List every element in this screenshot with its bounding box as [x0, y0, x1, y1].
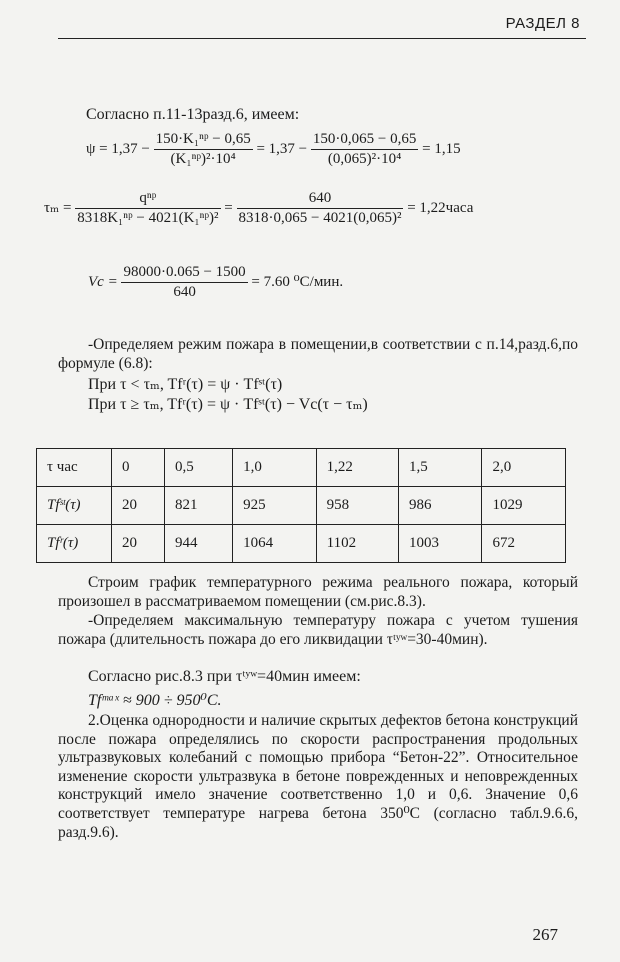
section-title: РАЗДЕЛ 8 — [505, 15, 580, 32]
paragraph-max-temperature: -Определяем максимальную температуру пожара с учетом тушения пожара (длительность пожара до его ликвидации τᵗʸʷ=30-40мин). — [58, 612, 578, 648]
psi-fraction-2 — [311, 131, 418, 168]
intro-text: Согласно п.11-13разд.6, имеем: — [86, 106, 300, 123]
page-number: 267 — [532, 925, 558, 944]
table-cell: 20 — [112, 487, 165, 525]
vc-denominator: 640 — [173, 284, 196, 300]
paragraph-concrete-assessment: 2.Оценка однородности и наличие скрытых дефектов бетона конструкций после пожара определялись по скорости распространения продольных ультразвуковых колебаний с помощью прибора “Бетон-22”. Относительное изменение скорости ультразвука в бетоне поврежденных и неповрежденных конструкций имело значение соответственно 1,0 и 0,6. Значение 0,6 соответствует температуре нагрева бетона 350⁰С (согласно табл.9.6.6, разд.9.6). — [58, 712, 578, 841]
table-cell: 821 — [164, 487, 232, 525]
psi-result: = 1,15 — [422, 140, 461, 157]
table-cell: 0,5 — [164, 449, 232, 487]
tau-frac1-denominator: 8318K₁ⁿᵖ − 4021(K₁ⁿᵖ)² — [77, 210, 219, 226]
table-cell: 1102 — [316, 525, 398, 563]
table-row — [37, 525, 566, 563]
condition-2: При τ ≥ τₘ, Tfʳ(τ) = ψ · Tfˢᵗ(τ) − Vc(τ − τₘ) — [88, 396, 368, 413]
table-cell: Tfˢᵗ(τ) — [37, 487, 112, 525]
fire-temperature-table — [36, 448, 566, 563]
table-cell: 1064 — [233, 525, 316, 563]
table-cell: Tfʳ(τ) — [37, 525, 112, 563]
regime-paragraph: -Определяем режим пожара в помещении,в соответствии с п.14,разд.6,по формуле (6.8): — [58, 336, 578, 372]
psi-fraction-1 — [154, 131, 253, 168]
table-cell: τ час — [37, 449, 112, 487]
table-cell: 925 — [233, 487, 316, 525]
tau-frac1-numerator: qⁿᵖ — [75, 190, 220, 209]
table-cell: 958 — [316, 487, 398, 525]
paragraph-graph: Строим график температурного режима реального пожара, который произошел в рассматриваемом помещении (см.рис.8.3). — [58, 574, 578, 610]
tau-fraction-1 — [75, 190, 220, 227]
psi-frac2-numerator: 150·0,065 − 0,65 — [311, 131, 418, 150]
tau-result: = 1,22часа — [407, 199, 474, 216]
psi-lhs: ψ = 1,37 − — [86, 140, 150, 157]
psi-mid: = 1,37 − — [256, 140, 308, 157]
tmax-formula: Tfᵐᵃˣ ≈ 900 ÷ 950⁰C. — [88, 692, 222, 709]
tau-lhs: τₘ = — [44, 199, 72, 216]
tau-frac2-numerator: 640 — [237, 190, 404, 209]
psi-formula — [86, 131, 461, 168]
tau-fraction-2 — [237, 190, 404, 227]
vc-result: = 7.60 ⁰С/мин. — [251, 273, 344, 290]
table-cell: 1,22 — [316, 449, 398, 487]
condition-1: При τ < τₘ, Tfʳ(τ) = ψ · Tfˢᵗ(τ) — [88, 376, 283, 393]
tau-formula: τₘ = $\frac{\text{qⁿᵖ}}{\text{8318K₁ⁿᵖ − 4021(K₁ⁿᵖ)²}}$ = $\frac{640}{\text{8318·0,065 − 4021(0,065)²}}$ = 1,22часа — [44, 190, 474, 226]
table-cell: 1,0 — [233, 449, 316, 487]
table-cell: 20 — [112, 525, 165, 563]
table-cell: 672 — [482, 525, 566, 563]
table-row — [37, 487, 566, 525]
table-cell: 1,5 — [398, 449, 481, 487]
table-cell: 2,0 — [482, 449, 566, 487]
vc-lhs: Vc = — [88, 273, 118, 290]
table-row — [37, 449, 566, 487]
psi-frac1-denominator: (K₁ⁿᵖ)²·10⁴ — [170, 151, 236, 167]
paragraph-fig-ref: Согласно рис.8.3 при τᵗʸʷ=40мин имеем: — [88, 668, 361, 685]
table-cell: 1029 — [482, 487, 566, 525]
tau-frac2-denominator: 8318·0,065 − 4021(0,065)² — [238, 210, 402, 226]
vc-formula — [88, 264, 343, 301]
psi-frac1-numerator: 150·K₁ⁿᵖ − 0,65 — [154, 131, 253, 150]
psi-frac2-denominator: (0,065)²·10⁴ — [327, 151, 402, 167]
table-cell: 0 — [112, 449, 165, 487]
running-header — [58, 12, 586, 39]
vc-fraction — [121, 264, 247, 301]
table-cell: 986 — [398, 487, 481, 525]
vc-numerator: 98000·0.065 − 1500 — [121, 264, 247, 283]
table-cell: 1003 — [398, 525, 481, 563]
table-cell: 944 — [164, 525, 232, 563]
